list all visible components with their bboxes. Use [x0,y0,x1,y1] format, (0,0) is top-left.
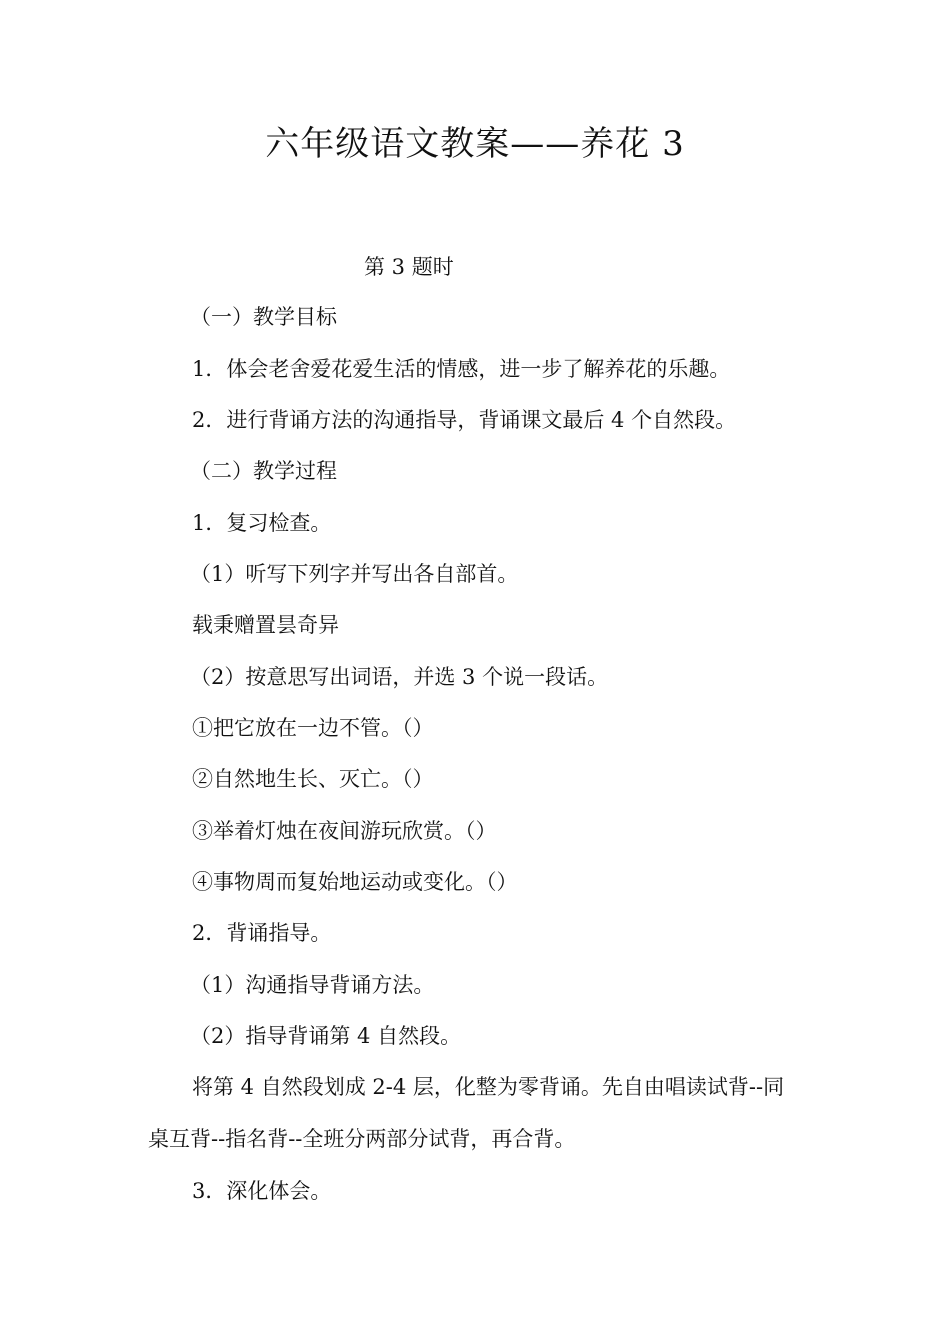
goal-item-2: 2．进行背诵方法的沟通指导，背诵课文最后 4 个自然段。 [192,408,737,432]
lesson-period: 第 3 题时 [364,255,454,279]
character-list: 载秉赠置昙奇异 [192,613,339,637]
word-prompt-2: ②自然地生长、灭亡。（） [192,767,434,791]
process-step-3: 3．深化体会。 [192,1179,332,1203]
sub-step-method: （1）沟通指导背诵方法。 [190,973,435,997]
word-prompt-4: ④事物周而复始地运动或变化。（） [192,870,518,894]
process-step-1: 1．复习检查。 [192,511,332,535]
section-heading-process: （二）教学过程 [190,459,337,483]
word-prompt-1: ①把它放在一边不管。（） [192,716,434,740]
section-heading-goals: （一）教学目标 [190,305,337,329]
sub-step-paragraph: （2）指导背诵第 4 自然段。 [190,1024,462,1048]
document-title: 六年级语文教案——养花 3 [265,124,685,164]
paragraph-line-1: 将第 4 自然段划成 2-4 层，化整为零背诵。先自由唱读试背--同 [192,1075,785,1099]
sub-step-dictation: （1）听写下列字并写出各自部首。 [190,562,519,586]
process-step-2: 2．背诵指导。 [192,921,332,945]
sub-step-words: （2）按意思写出词语，并选 3 个说一段话。 [190,665,609,689]
paragraph-line-2: 桌互背--指名背--全班分两部分试背，再合背。 [148,1127,576,1151]
goal-item-1: 1．体会老舍爱花爱生活的情感，进一步了解养花的乐趣。 [192,357,731,381]
word-prompt-3: ③举着灯烛在夜间游玩欣赏。（） [192,819,497,843]
